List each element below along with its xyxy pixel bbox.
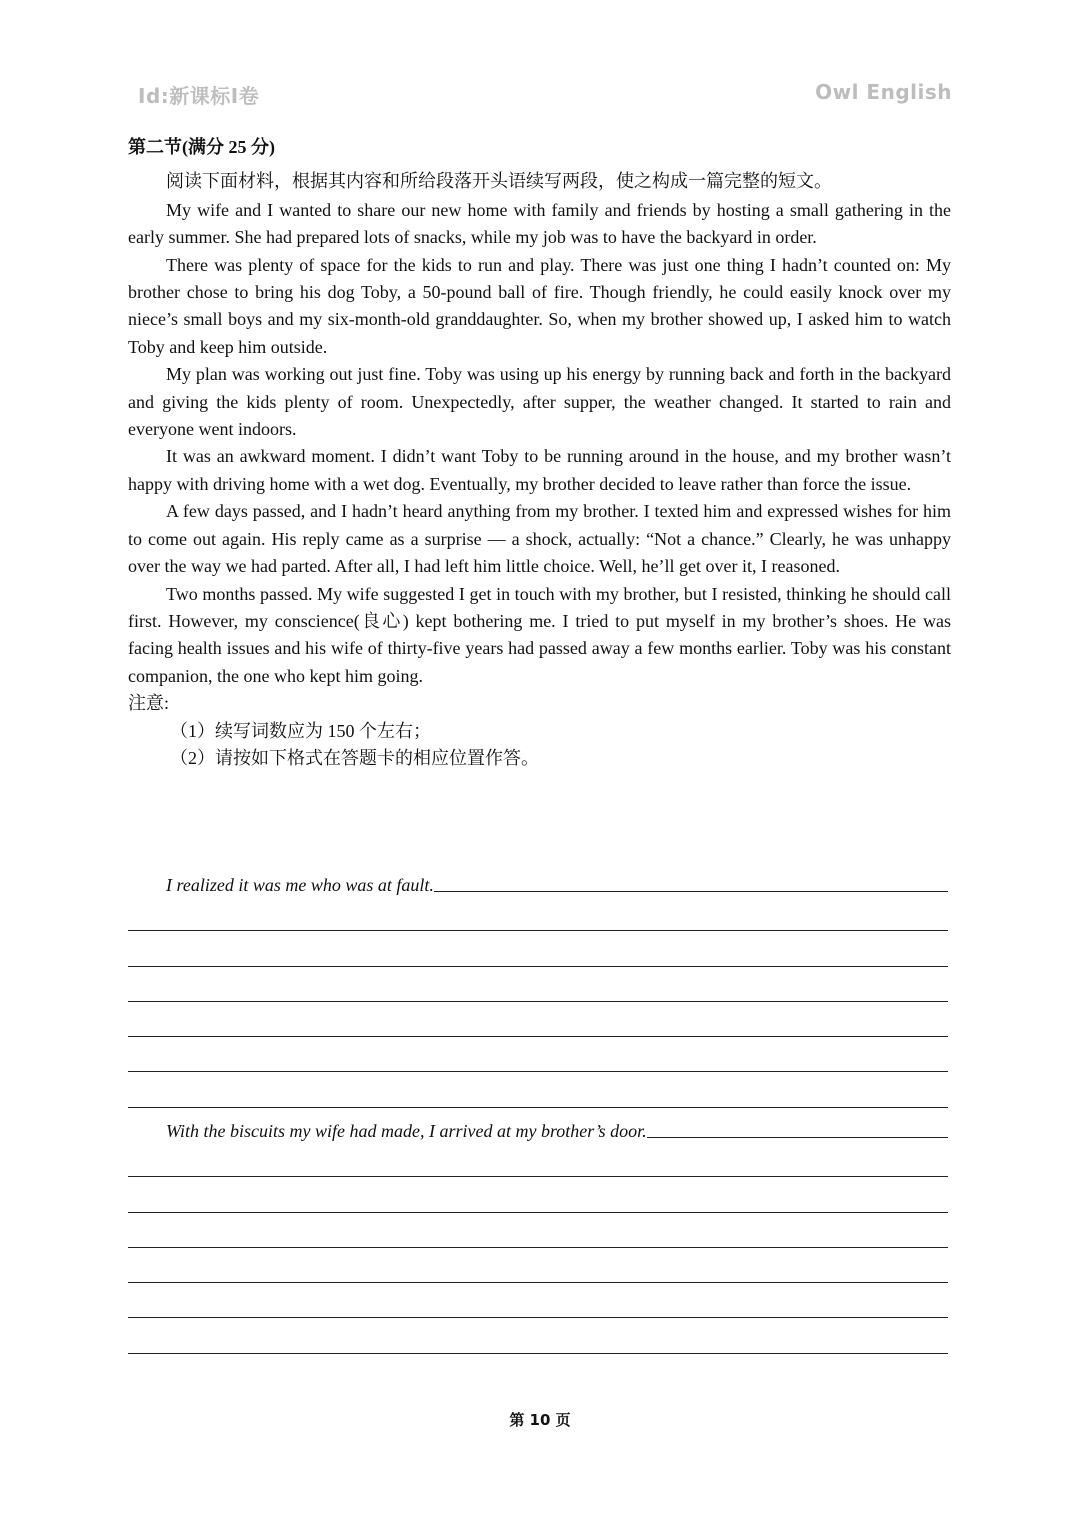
- page-number: 第 10 页: [509, 1411, 571, 1429]
- starter-text: With the biscuits my wife had made, I arrived at my brother’s door.: [166, 1121, 647, 1141]
- passage: [128, 134, 951, 772]
- paragraph: My plan was working out just fine. Toby was using up his energy by running back and forth in the backyard and giving the kids plenty of room. Unexpectedly, after supper, the weather changed. It started to rain and everyone went indoors.: [128, 364, 951, 440]
- writing-line[interactable]: [434, 891, 948, 892]
- writing-line[interactable]: [128, 1072, 948, 1107]
- writing-line[interactable]: [128, 1318, 948, 1353]
- answer-block-2: [128, 1112, 948, 1354]
- paragraph: A few days passed, and I hadn’t heard anything from my brother. I texted him and expressed wishes for him to come out again. His reply came as a surprise — a shock, actually: “Not a chance.” Clearly, he was unhappy over the way we had parted. After all, I had left him little choice. Well, he’ll get over it, I reasoned.: [128, 501, 951, 577]
- paragraph: Two months passed. My wife suggested I get in touch with my brother, but I resisted, thinking he should call first. However, my conscience(良心) kept bothering me. I tried to put myself in my brother’s shoes. He was facing health issues and his wife of thirty-five years had passed away a few months earlier. Toby was his constant companion, the one who kept him going.: [128, 583, 951, 686]
- writing-line[interactable]: [128, 1002, 948, 1037]
- writing-line[interactable]: [128, 1213, 948, 1248]
- writing-line[interactable]: [128, 1177, 948, 1212]
- writing-line[interactable]: [128, 896, 948, 931]
- writing-line[interactable]: [647, 1137, 948, 1138]
- starter-line: [128, 1112, 948, 1142]
- section-title: 第二节(满分 25 分): [128, 137, 275, 157]
- note-item: （1）续写词数应为 150 个左右；: [170, 720, 431, 741]
- writing-line[interactable]: [128, 1248, 948, 1283]
- writing-line[interactable]: [128, 1037, 948, 1072]
- writing-line[interactable]: [128, 967, 948, 1002]
- writing-line[interactable]: [128, 931, 948, 966]
- answer-block-1: [128, 866, 948, 1108]
- note-item: （2）请按如下格式在答题卡的相应位置作答。: [170, 747, 539, 768]
- header-right: Owl English: [815, 80, 952, 104]
- writing-line[interactable]: [128, 1142, 948, 1177]
- paragraph: There was plenty of space for the kids to run and play. There was just one thing I hadn’t counted on: My brother chose to bring his dog Toby, a 50-pound ball of fire. Though friendly, he could easily knock over my niece’s small boys and my six-month-old granddaughter. So, when my brother showed up, I asked him to watch Toby and keep him outside.: [128, 254, 951, 357]
- paragraph: It was an awkward moment. I didn’t want Toby to be running around in the house, and my brother wasn’t happy with driving home with a wet dog. Eventually, my brother decided to leave rather than force the issue.: [128, 446, 951, 494]
- notes-heading: 注意:: [128, 693, 170, 714]
- writing-line[interactable]: [128, 1283, 948, 1318]
- starter-text: I realized it was me who was at fault.: [166, 875, 434, 895]
- instruction: 阅读下面材料，根据其内容和所给段落开头语续写两段，使之构成一篇完整的短文。: [166, 171, 832, 192]
- starter-line: [128, 866, 948, 896]
- paragraph: My wife and I wanted to share our new home with family and friends by hosting a small gathering in the early summer. She had prepared lots of snacks, while my job was to have the backyard in order.: [128, 199, 951, 248]
- header-left: Id:新课标I卷: [138, 84, 260, 108]
